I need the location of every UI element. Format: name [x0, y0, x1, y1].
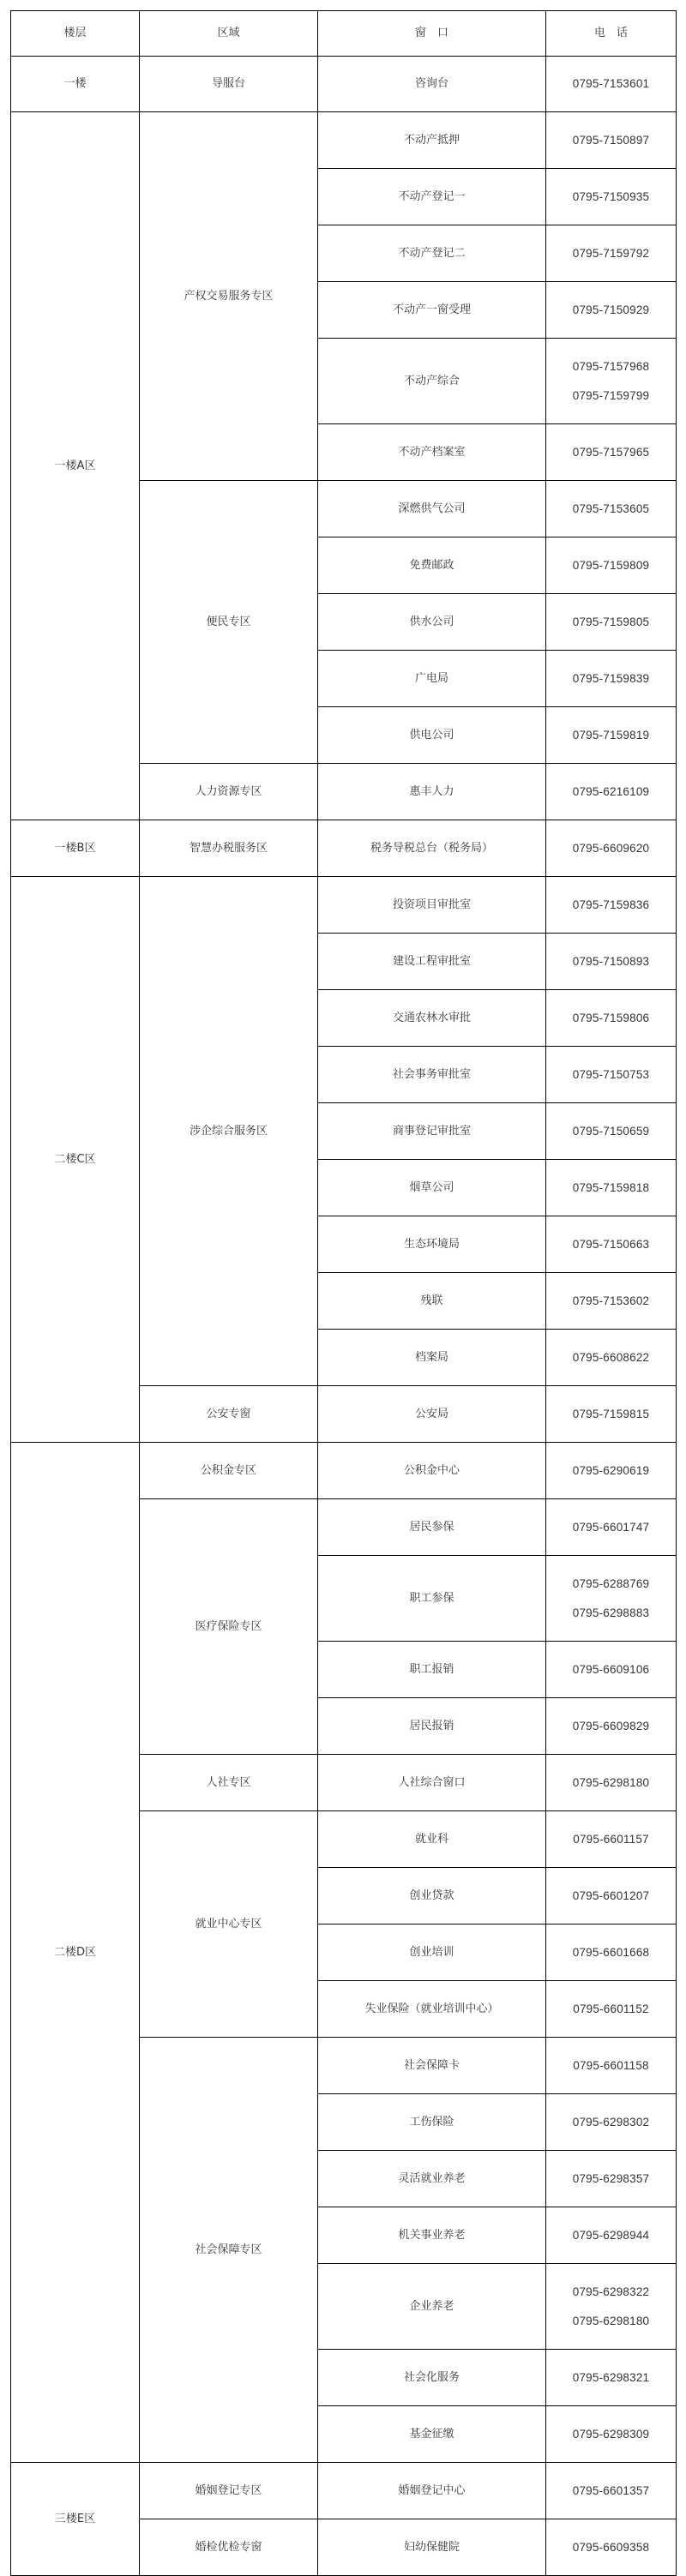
phone-cell: 0795-7159836: [546, 877, 677, 934]
window-cell: 公积金中心: [318, 1443, 546, 1499]
phone-cell: 0795-6609106: [546, 1642, 677, 1698]
header-phone: 电 话: [546, 11, 677, 57]
area-cell: 婚检优检专窗: [140, 2519, 318, 2576]
phone-cell: 0795-6601157: [546, 1811, 677, 1868]
phone-cell: 0795-6298357: [546, 2151, 677, 2207]
phone-cell: 0795-7159815: [546, 1386, 677, 1443]
window-cell: 社会事务审批室: [318, 1047, 546, 1103]
window-cell: 妇幼保健院: [318, 2519, 546, 2576]
window-cell: 社会化服务: [318, 2350, 546, 2406]
phone-number: 0795-6288769: [572, 1576, 650, 1590]
phone-cell: 0795-7150893: [546, 934, 677, 990]
area-cell: 便民专区: [140, 481, 318, 764]
phone-cell: 0795-7150659: [546, 1103, 677, 1160]
phone-cell: 0795-6609358: [546, 2519, 677, 2576]
phone-cell: 0795-7150935: [546, 169, 677, 225]
window-cell: 免费邮政: [318, 537, 546, 594]
window-cell: 社会保障卡: [318, 2038, 546, 2094]
phone-cell: 0795-6298180: [546, 1755, 677, 1811]
phone-cell: 0795-7150753: [546, 1047, 677, 1103]
floor-cell: 三楼E区: [11, 2463, 140, 2576]
phone-cell: 0795-7157965: [546, 424, 677, 481]
area-cell: 产权交易服务专区: [140, 112, 318, 481]
phone-cell: 0795-6609620: [546, 820, 677, 877]
window-cell: 投资项目审批室: [318, 877, 546, 934]
window-cell: 供水公司: [318, 594, 546, 651]
phone-cell: 0795-7150663: [546, 1216, 677, 1273]
window-cell: 人社综合窗口: [318, 1755, 546, 1811]
phone-cell: 0795-6216109: [546, 764, 677, 820]
window-cell: 残联: [318, 1273, 546, 1330]
phone-cell: 0795-6290619: [546, 1443, 677, 1499]
phone-cell: [546, 2264, 677, 2350]
window-cell: 创业贷款: [318, 1868, 546, 1924]
header-row: [11, 11, 677, 57]
area-cell: 涉企综合服务区: [140, 877, 318, 1386]
phone-cell: 0795-6609829: [546, 1698, 677, 1755]
header-area: 区域: [140, 11, 318, 57]
floor-cell: 一楼B区: [11, 820, 140, 877]
area-cell: 医疗保险专区: [140, 1499, 318, 1755]
window-cell: 居民报销: [318, 1698, 546, 1755]
table-row: [11, 2463, 677, 2519]
floor-cell: 一楼: [11, 57, 140, 112]
window-cell: 灵活就业养老: [318, 2151, 546, 2207]
window-cell: 生态环境局: [318, 1216, 546, 1273]
phone-cell: 0795-6601357: [546, 2463, 677, 2519]
phone-cell: 0795-6298302: [546, 2094, 677, 2151]
window-cell: 失业保险（就业培训中心）: [318, 1981, 546, 2038]
phone-cell: [546, 1556, 677, 1642]
table-header: [11, 11, 677, 57]
window-cell: 机关事业养老: [318, 2207, 546, 2264]
phone-cell: 0795-7159792: [546, 225, 677, 282]
window-cell: 公安局: [318, 1386, 546, 1443]
floor-cell: 二楼D区: [11, 1443, 140, 2463]
phone-cell: 0795-7153601: [546, 57, 677, 112]
window-cell: 档案局: [318, 1330, 546, 1386]
area-cell: 社会保障专区: [140, 2038, 318, 2463]
header-window: 窗 口: [318, 11, 546, 57]
window-cell: 工伤保险: [318, 2094, 546, 2151]
window-cell: 建设工程审批室: [318, 934, 546, 990]
phone-number: 0795-7157968: [572, 359, 650, 373]
phone-cell: [546, 339, 677, 424]
floor-cell: 二楼C区: [11, 877, 140, 1443]
window-cell: 基金征缴: [318, 2406, 546, 2463]
window-cell: 税务导税总台（税务局）: [318, 820, 546, 877]
window-cell: 交通农林水审批: [318, 990, 546, 1047]
phone-cell: 0795-7159818: [546, 1160, 677, 1216]
phone-cell: 0795-7153605: [546, 481, 677, 537]
table-row: [11, 57, 677, 112]
area-cell: 公积金专区: [140, 1443, 318, 1499]
area-cell: 人社专区: [140, 1755, 318, 1811]
window-cell: 创业培训: [318, 1924, 546, 1981]
table-row: [11, 877, 677, 934]
phone-cell: 0795-6298944: [546, 2207, 677, 2264]
table-row: [11, 1443, 677, 1499]
window-cell: 不动产综合: [318, 339, 546, 424]
table-body: [11, 57, 677, 2576]
window-cell: 不动产档案室: [318, 424, 546, 481]
window-cell: 就业科: [318, 1811, 546, 1868]
area-cell: 公安专窗: [140, 1386, 318, 1443]
window-cell: 不动产一窗受理: [318, 282, 546, 339]
phone-cell: 0795-6608622: [546, 1330, 677, 1386]
phone-cell: 0795-7159805: [546, 594, 677, 651]
window-cell: 不动产登记一: [318, 169, 546, 225]
phone-cell: 0795-7150929: [546, 282, 677, 339]
window-cell: 广电局: [318, 651, 546, 707]
phone-cell: 0795-7159839: [546, 651, 677, 707]
area-cell: 人力资源专区: [140, 764, 318, 820]
phone-number: 0795-6298883: [572, 1606, 650, 1619]
service-window-directory-table: [10, 10, 677, 2576]
window-cell: 职工报销: [318, 1642, 546, 1698]
window-cell: 咨询台: [318, 57, 546, 112]
phone-cell: 0795-7159806: [546, 990, 677, 1047]
phone-cell: 0795-6298309: [546, 2406, 677, 2463]
area-cell: 婚姻登记专区: [140, 2463, 318, 2519]
table-row: [11, 112, 677, 169]
area-cell: 导服台: [140, 57, 318, 112]
phone-cell: 0795-6601668: [546, 1924, 677, 1981]
phone-cell: 0795-6601207: [546, 1868, 677, 1924]
phone-cell: 0795-6298321: [546, 2350, 677, 2406]
window-cell: 不动产抵押: [318, 112, 546, 169]
window-cell: 职工参保: [318, 1556, 546, 1642]
window-cell: 商事登记审批室: [318, 1103, 546, 1160]
phone-cell: 0795-7159819: [546, 707, 677, 764]
floor-cell: 一楼A区: [11, 112, 140, 820]
window-cell: 烟草公司: [318, 1160, 546, 1216]
window-cell: 深燃供气公司: [318, 481, 546, 537]
phone-cell: 0795-6601747: [546, 1499, 677, 1556]
phone-number: 0795-6298180: [572, 2314, 650, 2327]
window-cell: 企业养老: [318, 2264, 546, 2350]
phone-cell: 0795-6601152: [546, 1981, 677, 2038]
area-cell: 智慧办税服务区: [140, 820, 318, 877]
window-cell: 惠丰人力: [318, 764, 546, 820]
phone-number: 0795-7159799: [572, 388, 650, 402]
window-cell: 供电公司: [318, 707, 546, 764]
phone-number: 0795-6298322: [572, 2285, 650, 2298]
phone-cell: 0795-7150897: [546, 112, 677, 169]
window-cell: 不动产登记二: [318, 225, 546, 282]
phone-cell: 0795-7159809: [546, 537, 677, 594]
phone-cell: 0795-6601158: [546, 2038, 677, 2094]
area-cell: 就业中心专区: [140, 1811, 318, 2038]
phone-cell: 0795-7153602: [546, 1273, 677, 1330]
window-cell: 婚姻登记中心: [318, 2463, 546, 2519]
table-row: [11, 820, 677, 877]
window-cell: 居民参保: [318, 1499, 546, 1556]
header-floor: 楼层: [11, 11, 140, 57]
